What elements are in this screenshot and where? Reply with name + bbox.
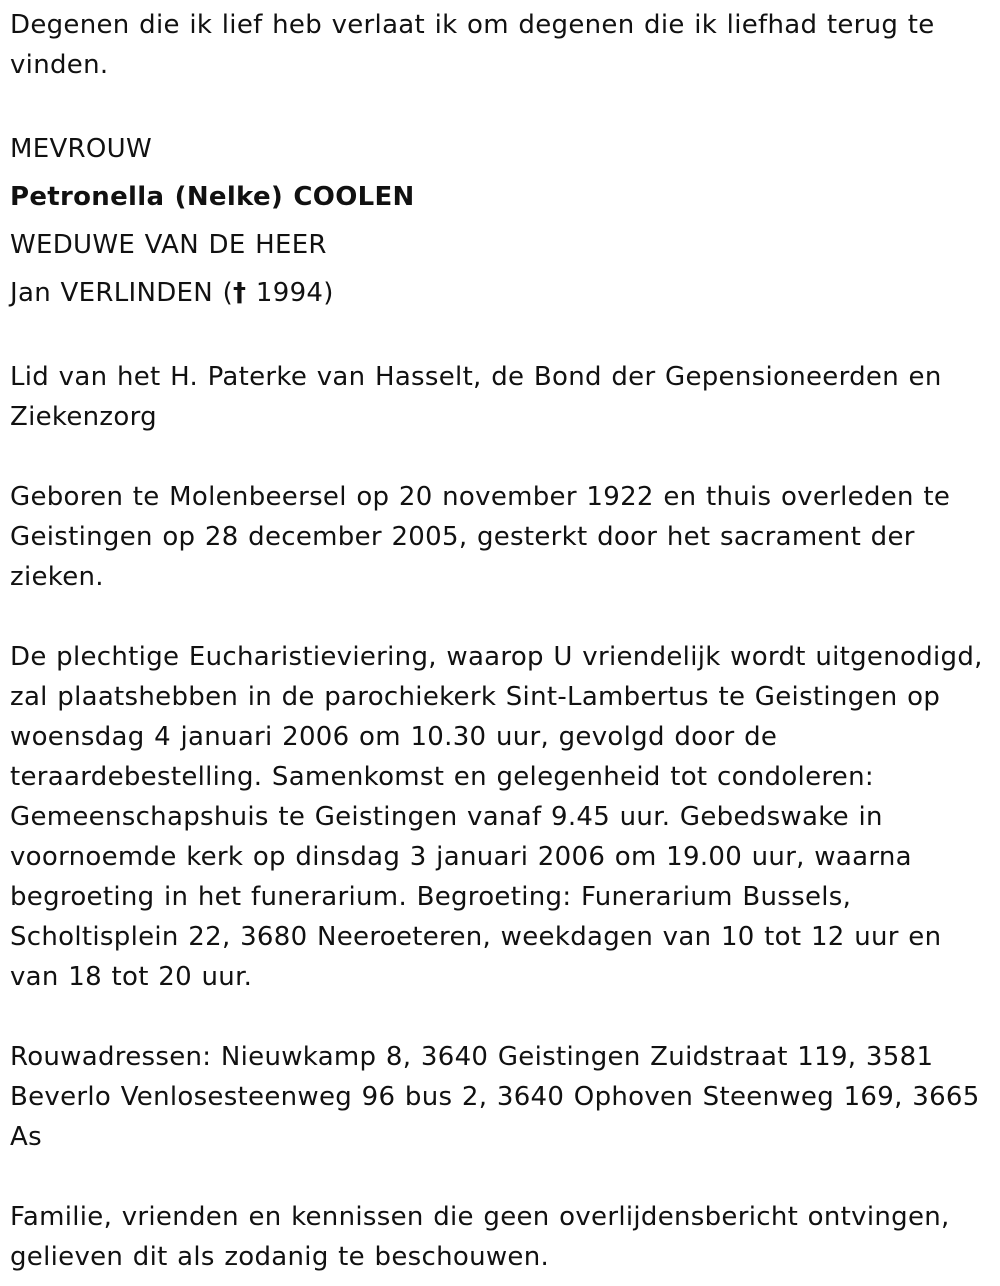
addresses-paragraph: Rouwadressen: Nieuwkamp 8, 3640 Geistingen Zuidstraat 119, 3581 Beverlo Venlosesteenweg 96 bus 2, 3640 Ophoven Steenweg 169, 3665 As: [10, 1042, 980, 1152]
spouse-death-year: 1994): [246, 278, 334, 308]
birth-death-paragraph: Geboren te Molenbeersel op 20 november 1922 en thuis overleden te Geistingen op 28 december 2005, gesterkt door het sacrament der zieken.: [10, 482, 951, 592]
cross-icon: †: [233, 278, 247, 308]
spouse-name: Jan VERLINDEN (: [10, 278, 234, 308]
title-mevrouw: MEVROUW: [10, 134, 153, 164]
deceased-block: [10, 125, 990, 317]
widow-line: WEDUWE VAN DE HEER: [10, 230, 327, 260]
ceremony-paragraph: De plechtige Eucharistieviering, waarop U vriendelijk wordt uitgenodigd, zal plaatshebben in de parochiekerk Sint-Lambertus te Geistingen op woensdag 4 januari 2006 om 10.30 uur, gevolgd door de teraardebestelling. Samenkomst en gelegenheid tot condoleren: Gemeenschapshuis te Geistingen vanaf 9.45 uur. Gebedswake in voornoemde kerk op dinsdag 3 januari 2006 om 19.00 uur, waarna begroeting in het funerarium. Begroeting: Funerarium Bussels, Scholtisplein 22, 3680 Neeroeteren, weekdagen van 10 tot 12 uur en van 18 tot 20 uur.: [10, 642, 983, 992]
deceased-name: Petronella (Nelke) COOLEN: [10, 182, 415, 212]
motto: Degenen die ik lief heb verlaat ik om degenen die ik liefhad terug te vinden.: [10, 10, 935, 80]
membership-paragraph: Lid van het H. Paterke van Hasselt, de Bond der Gepensioneerden en Ziekenzorg: [10, 362, 942, 432]
closing-paragraph: Familie, vrienden en kennissen die geen overlijdensbericht ontvingen, gelieven dit als zodanig te beschouwen.: [10, 1202, 950, 1272]
spouse-line: [10, 269, 990, 317]
